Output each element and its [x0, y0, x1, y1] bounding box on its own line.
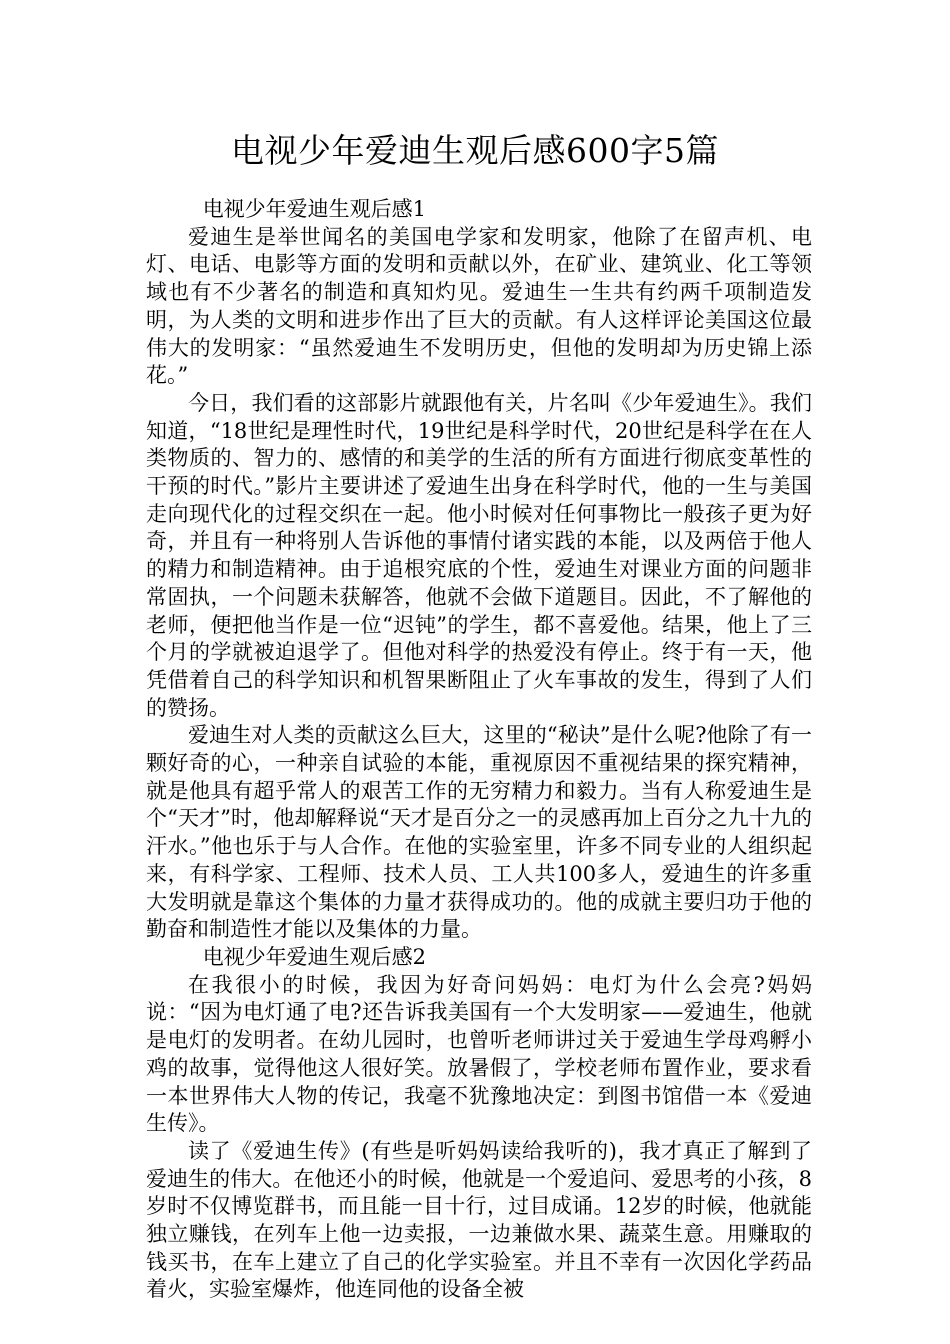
paragraph: 爱迪生是举世闻名的美国电学家和发明家，他除了在留声机、电灯、电话、电影等方面的发明和贡献以外，在矿业、建筑业、化工等领域也有不少著名的制造和真知灼见。爱迪生一生共有约两千项制造发明，为人类的文明和进步作出了巨大的贡献。有人这样评论美国这位最伟大的发明家：“虽然爱迪生不发明历史，但他的发明却为历史锦上添花。”	[146, 224, 812, 388]
section-heading: 电视少年爱迪生观后感1	[202, 197, 427, 221]
paragraph: 今日，我们看的这部影片就跟他有关，片名叫《少年爱迪生》。我们知道，“18世纪是理性时代，19世纪是科学时代，20世纪是科学在在人类物质的、智力的、感情的和美学的生活的所有方面进行彻底变革性的干预的时代。”影片主要讲述了爱迪生出身在科学时代，他的一生与美国走向现代化的过程交织在一起。他小时候对任何事物比一般孩子更为好奇，并且有一种将别人告诉他的事情付诸实践的本能，以及两倍于他人的精力和制造精神。由于追根究底的个性，爱迪生对课业方面的问题非常固执，一个问题未获解答，他就不会做下道题目。因此，不了解他的老师，便把他当作是一位“迟钝”的学生，都不喜爱他。结果，他上了三个月的学就被迫退学了。但他对科学的热爱没有停止。终于有一天，他凭借着自己的科学知识和机智果断阻止了火车事故的发生，得到了人们的赞扬。	[146, 390, 812, 720]
paragraph: 爱迪生对人类的贡献这么巨大，这里的“秘诀”是什么呢?他除了有一颗好奇的心，一种亲自试验的本能，重视原因不重视结果的探究精神，就是他具有超乎常人的艰苦工作的无穷精力和毅力。当有人称爱迪生是个“天才”时，他却解释说“天才是百分之一的灵感再加上百分之九十九的汗水。”他也乐于与人合作。在他的实验室里，许多不同专业的人组织起来，有科学家、工程师、技术人员、工人共100多人，爱迪生的许多重大发明就是靠这个集体的力量才获得成功的。他的成就主要归功于他的勤奋和制造性才能以及集体的力量。	[146, 723, 812, 942]
section-heading: 电视少年爱迪生观后感2	[202, 944, 427, 969]
document-title: 电视少年爱迪生观后感600字5篇	[231, 131, 719, 170]
paragraph: 读了《爱迪生传》(有些是听妈妈读给我听的)，我才真正了解到了爱迪生的伟大。在他还小的时候，他就是一个爱追问、爱思考的小孩，8岁时不仅博览群书，而且能一目十行，过目成诵。12岁的时候，他就能独立赚钱，在列车上他一边卖报，一边兼做水果、蔬菜生意。用赚取的钱买书，在车上建立了自己的化学实验室。并且不幸有一次因化学药品着火，实验室爆炸，他连同他的设备全被	[146, 1138, 812, 1302]
document-body	[146, 196, 812, 1304]
paragraph: 在我很小的时候，我因为好奇问妈妈：电灯为什么会亮?妈妈说：“因为电灯通了电?还告诉我美国有一个大发明家——爱迪生，他就是电灯的发明者。在幼儿园时，也曾听老师讲过关于爱迪生学母鸡孵小鸡的故事，觉得他这人很好笑。放暑假了，学校老师布置作业，要求看一本世界伟大人物的传记，我毫不犹豫地决定：到图书馆借一本《爱迪生传》。	[146, 972, 812, 1136]
